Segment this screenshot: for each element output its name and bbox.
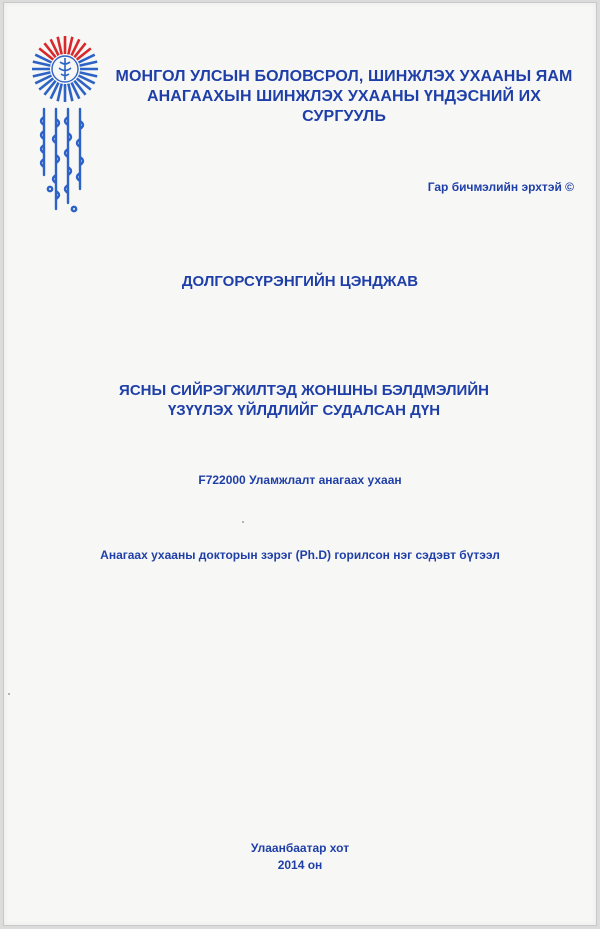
mongolian-script-logo: [34, 105, 96, 215]
university-name: АНАГААХЫН ШИНЖЛЭХ УХААНЫ ҮНДЭСНИЙ ИХ СУРГУУЛЬ: [146, 88, 542, 125]
paper-speck: [8, 693, 10, 695]
place-and-year: [4, 840, 596, 874]
thesis-title-line-2: ҮЗҮҮЛЭХ ҮЙЛДЛИЙГ СУДАЛСАН ДҮН: [167, 402, 441, 419]
paper-speck: [242, 521, 244, 523]
emblem-ray: [80, 62, 98, 66]
emblem-ray: [58, 37, 62, 55]
city: Улаанбаатар хот: [250, 841, 350, 855]
emblem-ray: [33, 62, 51, 66]
emblem-ray: [68, 37, 72, 55]
emblem-ray: [80, 72, 98, 76]
emblem-ray: [58, 84, 62, 102]
author-name: ДОЛГОРСҮРЭНГИЙН ЦЭНДЖАВ: [181, 273, 419, 290]
degree-statement: Анагаах ухааны докторын зэрэг (Ph.D) горилсон нэг сэдэвт бүтээл: [100, 548, 500, 562]
emblem-ray: [33, 72, 51, 76]
year: 2014 он: [277, 858, 323, 872]
specialty-code: F722000 Уламжлалт анагаах ухаан: [198, 473, 402, 487]
emblem-ray: [68, 84, 72, 102]
thesis-title-line-1: ЯСНЫ СИЙРЭГЖИЛТЭД ЖОНШНЫ БЭЛДМЭЛИЙН: [119, 382, 489, 399]
copyright-notice: Гар бичмэлийн эрхтэй ©: [427, 180, 574, 194]
ministry-name: МОНГОЛ УЛСЫН БОЛОВСРОЛ, ШИНЖЛЭХ УХААНЫ ЯАМ: [115, 68, 573, 85]
university-emblem-icon: [30, 33, 100, 109]
institution-header: [104, 67, 584, 127]
thesis-title: [84, 381, 524, 421]
cover-page: [3, 2, 597, 926]
